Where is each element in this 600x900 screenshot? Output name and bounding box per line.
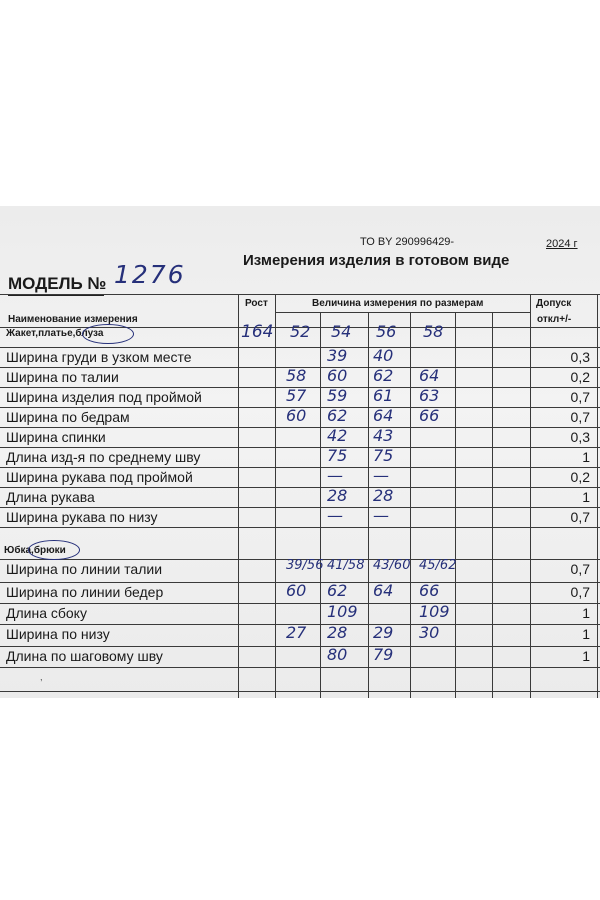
section1-row-1-name: Ширина по талии — [6, 369, 119, 385]
section2-row-2-value-3: 109 — [419, 602, 450, 621]
section2-row-1-value-2: 64 — [373, 581, 394, 600]
section1-row-0-value-2: 40 — [373, 346, 394, 365]
section1-row-2-name: Ширина изделия под проймой — [6, 389, 202, 405]
pen-mark: , — [40, 672, 43, 682]
section1-row-2-tolerance: 0,7 — [570, 389, 590, 405]
grid-line — [0, 294, 600, 295]
section2-row-3-name: Ширина по низу — [6, 626, 110, 642]
section2-circle — [28, 540, 80, 560]
grid-line — [530, 294, 531, 698]
section1-circle — [82, 324, 134, 344]
grid-line — [238, 294, 239, 698]
tu-code: ТО BY 290996429- — [360, 236, 455, 248]
section2-row-4-value-1: 80 — [327, 645, 348, 664]
section1-row-4-tolerance: 0,3 — [570, 429, 590, 445]
size-52: 52 — [290, 322, 311, 341]
col-growth: Рост — [245, 298, 268, 309]
size-56: 56 — [376, 322, 397, 341]
section1-row-3-value-3: 66 — [419, 406, 440, 425]
col-tolerance: Допуск — [536, 298, 572, 309]
section2-row-0-value-0: 39/56 — [286, 558, 324, 573]
section2-row-3-value-0: 27 — [286, 623, 307, 642]
grid-line — [0, 447, 600, 448]
section1-row-6-value-2: — — [373, 466, 389, 485]
grid-line — [455, 312, 456, 698]
section1-row-8-value-1: — — [327, 506, 343, 525]
col-name: Наименование измерения — [8, 314, 138, 325]
section1-row-6-value-1: — — [327, 466, 343, 485]
section2-row-1-value-1: 62 — [327, 581, 348, 600]
measurement-sheet — [0, 206, 600, 698]
section1-row-3-tolerance: 0,7 — [570, 409, 590, 425]
grid-line — [0, 667, 600, 668]
section1-row-4-value-2: 43 — [373, 426, 394, 445]
section2-title: Юбка,брюки — [4, 545, 66, 556]
section2-row-3-value-1: 28 — [327, 623, 348, 642]
grid-line — [0, 427, 600, 428]
section2-row-1-name: Ширина по линии бедер — [6, 584, 164, 600]
grid-line — [0, 467, 600, 468]
section2-row-2-tolerance: 1 — [582, 605, 590, 621]
section1-row-4-value-1: 42 — [327, 426, 348, 445]
grid-line — [492, 312, 493, 698]
section1-row-3-name: Ширина по бедрам — [6, 409, 130, 425]
grid-line — [597, 294, 598, 698]
section1-row-6-tolerance: 0,2 — [570, 469, 590, 485]
grid-line — [0, 507, 600, 508]
section1-row-2-value-2: 61 — [373, 386, 394, 405]
size-54: 54 — [331, 322, 352, 341]
grid-line — [368, 312, 369, 698]
section1-row-1-value-1: 60 — [327, 366, 348, 385]
year-label: 2024 г — [546, 238, 578, 250]
model-number: 1276 — [114, 260, 186, 289]
section2-row-3-value-2: 29 — [373, 623, 394, 642]
grid-line — [0, 487, 600, 488]
section2-row-3-value-3: 30 — [419, 623, 440, 642]
section2-row-3-tolerance: 1 — [582, 626, 590, 642]
section1-title: Жакет,платье,блуза — [6, 328, 104, 339]
section1-row-0-tolerance: 0,3 — [570, 349, 590, 365]
grid-line — [0, 691, 600, 692]
section1-row-1-value-3: 64 — [419, 366, 440, 385]
section1-row-5-value-1: 75 — [327, 446, 348, 465]
section1-row-8-name: Ширина рукава по низу — [6, 509, 158, 525]
section2-row-4-tolerance: 1 — [582, 648, 590, 664]
section1-row-3-value-1: 62 — [327, 406, 348, 425]
section2-row-0-value-3: 45/62 — [419, 558, 457, 573]
section2-row-0-tolerance: 0,7 — [570, 561, 590, 577]
section1-row-7-value-2: 28 — [373, 486, 394, 505]
section1-row-7-tolerance: 1 — [582, 489, 590, 505]
section2-row-4-name: Длина по шаговому шву — [6, 648, 163, 664]
sheet-title: Измерения изделия в готовом виде — [243, 252, 510, 269]
section1-row-3-value-2: 64 — [373, 406, 394, 425]
grid-line — [320, 312, 321, 698]
section1-row-7-value-1: 28 — [327, 486, 348, 505]
section1-row-1-value-2: 62 — [373, 366, 394, 385]
grid-line — [0, 603, 600, 604]
section2-row-0-name: Ширина по линии талии — [6, 561, 163, 577]
section2-row-1-tolerance: 0,7 — [570, 584, 590, 600]
section1-row-5-name: Длина изд-я по среднему шву — [6, 449, 201, 465]
section2-row-0-value-2: 43/60 — [373, 558, 411, 573]
section1-row-8-value-2: — — [373, 506, 389, 525]
grid-line — [410, 312, 411, 698]
size-58: 58 — [423, 322, 444, 341]
growth-value: 164 — [241, 322, 274, 342]
grid-line — [0, 527, 600, 528]
grid-line — [0, 347, 600, 348]
section1-row-2-value-1: 59 — [327, 386, 348, 405]
model-label: МОДЕЛЬ № — [8, 274, 107, 293]
section1-row-5-tolerance: 1 — [582, 449, 590, 465]
section1-row-8-tolerance: 0,7 — [570, 509, 590, 525]
section1-row-2-value-0: 57 — [286, 386, 307, 405]
section1-row-4-name: Ширина спинки — [6, 429, 106, 445]
section2-row-2-name: Длина сбоку — [6, 605, 87, 621]
section1-row-1-tolerance: 0,2 — [570, 369, 590, 385]
col-tolerance-sub: откл+/- — [537, 314, 572, 325]
section2-row-0-value-1: 41/58 — [327, 558, 365, 573]
section1-row-3-value-0: 60 — [286, 406, 307, 425]
section2-row-1-value-0: 60 — [286, 581, 307, 600]
section1-row-1-value-0: 58 — [286, 366, 307, 385]
section1-row-0-name: Ширина груди в узком месте — [6, 349, 192, 365]
section1-row-6-name: Ширина рукава под проймой — [6, 469, 193, 485]
section1-row-2-value-3: 63 — [419, 386, 440, 405]
section2-row-1-value-3: 66 — [419, 581, 440, 600]
grid-line — [0, 646, 600, 647]
section1-row-7-name: Длина рукава — [6, 489, 95, 505]
col-sizes: Величина измерения по размерам — [312, 298, 484, 309]
section1-row-0-value-1: 39 — [327, 346, 348, 365]
section2-row-2-value-1: 109 — [327, 602, 358, 621]
section2-row-4-value-2: 79 — [373, 645, 394, 664]
grid-line — [275, 294, 276, 698]
section1-row-5-value-2: 75 — [373, 446, 394, 465]
